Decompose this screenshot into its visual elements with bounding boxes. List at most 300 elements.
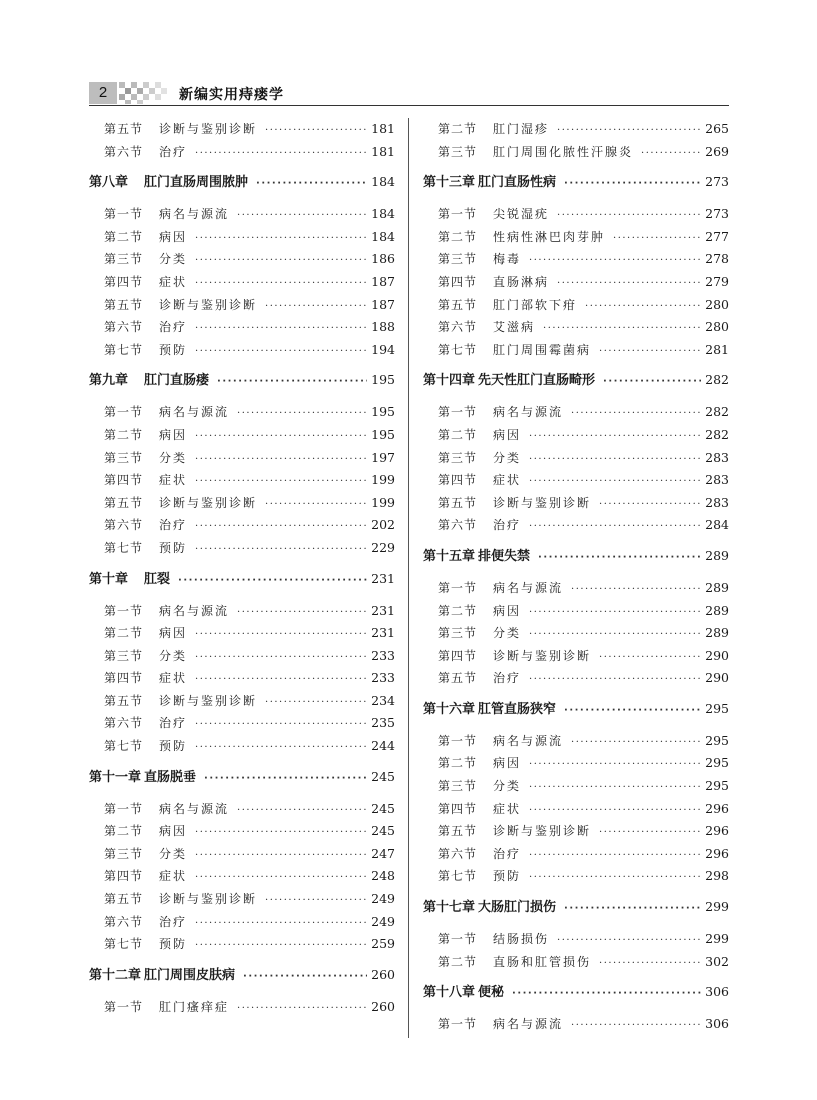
dot-leader [195, 516, 367, 539]
toc-section-entry [89, 447, 395, 470]
page-ref: 231 [371, 570, 395, 586]
chapter-title: 肛门直肠瘘 [144, 373, 210, 389]
chapter-title: 排便失禁 [478, 548, 531, 564]
toc-section-entry [89, 401, 395, 424]
toc-section-entry [423, 316, 729, 339]
chapter-number: 第十章 [89, 571, 129, 587]
page-ref: 282 [705, 404, 729, 420]
toc-chapter-entry [89, 369, 395, 391]
toc-section-entry [89, 203, 395, 226]
toc-chapter-entry [423, 171, 729, 193]
toc-chapter-entry [89, 568, 395, 590]
dot-leader [195, 913, 367, 936]
dot-leader [557, 273, 701, 296]
section-title: 症状 [159, 671, 188, 686]
section-title: 病因 [493, 427, 522, 442]
page-ref: 184 [371, 174, 395, 190]
section-number: 第五节 [438, 495, 478, 510]
section-number: 第四节 [438, 473, 478, 488]
chapter-number: 第十七章 [423, 900, 476, 916]
toc-section-entry [89, 712, 395, 735]
chapter-title: 肛门周围皮肤病 [144, 967, 236, 983]
dot-leader [243, 966, 367, 988]
toc-section-entry [423, 118, 729, 141]
page-ref: 284 [705, 517, 729, 533]
chapter-number: 第十五章 [423, 548, 476, 564]
toc-section-entry [89, 316, 395, 339]
section-number: 第七节 [438, 869, 478, 884]
dot-leader [529, 471, 701, 494]
page-ref: 188 [371, 319, 395, 335]
section-number: 第四节 [438, 801, 478, 816]
dot-leader [571, 732, 701, 755]
page-ref: 280 [705, 296, 729, 312]
section-number: 第二节 [104, 229, 144, 244]
section-title: 预防 [493, 869, 522, 884]
toc-section-entry [89, 735, 395, 758]
section-title: 性病性淋巴肉芽肿 [493, 229, 606, 244]
page-ref: 195 [371, 426, 395, 442]
page-ref: 289 [705, 579, 729, 595]
dot-leader [195, 845, 367, 868]
section-number: 第四节 [104, 473, 144, 488]
running-header [89, 82, 729, 106]
toc-section-entry [89, 911, 395, 934]
page-ref: 187 [371, 273, 395, 289]
section-number: 第六节 [104, 518, 144, 533]
chapter-number: 第十八章 [423, 985, 476, 1001]
section-number: 第二节 [104, 427, 144, 442]
section-title: 症状 [493, 473, 522, 488]
page-ref: 299 [705, 931, 729, 947]
toc-section-entry [423, 514, 729, 537]
section-title: 病名与源流 [493, 580, 564, 595]
section-number: 第三节 [438, 144, 478, 159]
page-number: 2 [89, 82, 117, 104]
toc-chapter-entry [423, 698, 729, 720]
section-number: 第一节 [104, 999, 144, 1014]
section-number: 第四节 [104, 671, 144, 686]
dot-leader [585, 296, 701, 319]
page-ref: 265 [705, 121, 729, 136]
dot-leader [265, 120, 367, 143]
section-number: 第五节 [438, 297, 478, 312]
section-title: 症状 [159, 869, 188, 884]
toc-section-entry [89, 514, 395, 537]
page-ref: 289 [705, 547, 729, 563]
page-ref: 278 [705, 251, 729, 267]
section-title: 症状 [493, 801, 522, 816]
page-ref: 283 [705, 494, 729, 510]
section-number: 第七节 [104, 342, 144, 357]
dot-leader [603, 371, 701, 393]
page-ref: 199 [371, 494, 395, 510]
section-title: 诊断与鉴别诊断 [159, 495, 258, 510]
section-number: 第六节 [104, 320, 144, 335]
section-title: 预防 [159, 342, 188, 357]
dot-leader [195, 624, 367, 647]
section-title: 病因 [159, 824, 188, 839]
section-title: 治疗 [159, 518, 188, 533]
section-title: 分类 [159, 450, 188, 465]
page-ref: 202 [371, 517, 395, 533]
toc-section-entry [89, 690, 395, 713]
page-ref: 229 [371, 539, 395, 555]
page-ref: 298 [705, 868, 729, 884]
toc-section-entry [89, 645, 395, 668]
dot-leader [529, 516, 701, 539]
section-title: 尖锐湿疣 [493, 207, 550, 222]
toc-section-entry [89, 888, 395, 911]
section-number: 第二节 [438, 427, 478, 442]
section-title: 直肠和肛管损伤 [493, 954, 592, 969]
toc-section-entry [423, 424, 729, 447]
dot-leader [571, 1015, 701, 1038]
section-title: 治疗 [159, 914, 188, 929]
dot-leader [613, 228, 701, 251]
book-title: 新编实用痔瘘学 [179, 87, 284, 103]
dot-leader [195, 714, 367, 737]
toc-section-entry [423, 1013, 729, 1036]
section-title: 分类 [493, 450, 522, 465]
dot-leader [265, 692, 367, 715]
section-title: 症状 [159, 274, 188, 289]
dot-leader [265, 296, 367, 319]
chapter-number: 第九章 [89, 373, 129, 389]
toc-section-entry [89, 226, 395, 249]
dot-leader [195, 471, 367, 494]
toc-section-entry [423, 752, 729, 775]
section-number: 第一节 [438, 1017, 478, 1032]
toc-right-column [423, 118, 729, 1036]
dot-leader [529, 867, 701, 890]
page-ref: 195 [371, 372, 395, 388]
page-ref: 296 [705, 845, 729, 861]
section-number: 第二节 [438, 954, 478, 969]
toc-section-entry [423, 775, 729, 798]
toc-section-entry [89, 118, 395, 141]
page-ref: 299 [705, 899, 729, 915]
section-title: 治疗 [493, 518, 522, 533]
toc-section-entry [423, 469, 729, 492]
section-number: 第五节 [438, 671, 478, 686]
chapter-title: 先天性肛门直肠畸形 [478, 373, 596, 389]
page-ref: 249 [371, 913, 395, 929]
section-number: 第四节 [438, 274, 478, 289]
toc-section-entry [423, 622, 729, 645]
section-title: 病名与源流 [159, 405, 230, 420]
toc-section-entry [423, 600, 729, 623]
dot-leader [557, 205, 701, 228]
section-title: 预防 [159, 739, 188, 754]
section-title: 分类 [159, 648, 188, 663]
section-title: 病因 [493, 603, 522, 618]
toc-section-entry [89, 996, 395, 1019]
section-number: 第三节 [104, 252, 144, 267]
page-ref: 306 [705, 984, 729, 1000]
toc-section-entry [89, 843, 395, 866]
chapter-title: 直肠脱垂 [144, 769, 197, 785]
page-ref: 260 [371, 966, 395, 982]
chapter-number: 第十六章 [423, 701, 476, 717]
toc-section-entry [423, 667, 729, 690]
section-number: 第三节 [438, 626, 478, 641]
toc-section-entry [423, 271, 729, 294]
dot-leader [543, 318, 701, 341]
dot-leader [195, 273, 367, 296]
page-ref: 281 [705, 341, 729, 357]
dot-leader [599, 494, 701, 517]
dot-leader [237, 998, 367, 1021]
page-ref: 249 [371, 891, 395, 907]
chapter-number: 第八章 [89, 175, 129, 191]
toc-section-entry [423, 203, 729, 226]
section-number: 第五节 [104, 297, 144, 312]
section-title: 症状 [159, 473, 188, 488]
page-ref: 259 [371, 936, 395, 952]
toc-section-entry [89, 469, 395, 492]
section-number: 第一节 [104, 207, 144, 222]
section-title: 肛门部软下疳 [493, 297, 578, 312]
toc-section-entry [423, 730, 729, 753]
page-ref: 295 [705, 755, 729, 771]
toc-section-entry [423, 951, 729, 974]
dot-leader [564, 173, 701, 195]
dot-leader [195, 935, 367, 958]
section-number: 第五节 [104, 495, 144, 510]
dot-leader [557, 120, 701, 143]
dot-leader [529, 250, 701, 273]
dot-leader [265, 890, 367, 913]
dot-leader [237, 602, 367, 625]
dot-leader [195, 737, 367, 760]
chapter-number: 第十四章 [423, 373, 476, 389]
section-number: 第四节 [104, 274, 144, 289]
section-number: 第六节 [438, 518, 478, 533]
chapter-title: 肛裂 [144, 571, 171, 587]
toc-section-entry [89, 865, 395, 888]
toc-chapter-entry [423, 369, 729, 391]
section-number: 第五节 [438, 824, 478, 839]
chapter-title: 肛门直肠周围脓肿 [144, 175, 249, 191]
page-ref: 279 [705, 273, 729, 289]
toc-chapter-entry [89, 171, 395, 193]
dot-leader [195, 539, 367, 562]
page-ref: 296 [705, 800, 729, 816]
section-title: 分类 [159, 252, 188, 267]
page-ref: 296 [705, 823, 729, 839]
section-title: 病因 [159, 427, 188, 442]
toc-section-entry [423, 339, 729, 362]
toc-chapter-entry [423, 896, 729, 918]
page-ref: 282 [705, 372, 729, 388]
section-number: 第六节 [438, 320, 478, 335]
dot-leader [195, 250, 367, 273]
dot-leader [256, 173, 367, 195]
section-number: 第七节 [104, 739, 144, 754]
page-ref: 295 [705, 700, 729, 716]
section-title: 诊断与鉴别诊断 [159, 892, 258, 907]
toc-section-entry [89, 600, 395, 623]
section-title: 治疗 [493, 846, 522, 861]
section-title: 诊断与鉴别诊断 [493, 648, 592, 663]
section-title: 艾滋病 [493, 320, 536, 335]
dot-leader [529, 449, 701, 472]
dot-leader [599, 953, 701, 976]
toc-section-entry [89, 294, 395, 317]
page-ref: 197 [371, 449, 395, 465]
toc-section-entry [89, 248, 395, 271]
toc-chapter-entry [89, 766, 395, 788]
section-title: 病名与源流 [159, 603, 230, 618]
chapter-number: 第十二章 [89, 967, 142, 983]
section-number: 第三节 [104, 846, 144, 861]
toc-section-entry [423, 447, 729, 470]
section-number: 第二节 [104, 626, 144, 641]
toc-chapter-entry [423, 545, 729, 567]
chapter-number: 第十一章 [89, 769, 142, 785]
page-ref: 235 [371, 715, 395, 731]
page-ref: 231 [371, 602, 395, 618]
toc-section-entry [423, 492, 729, 515]
section-title: 病因 [159, 626, 188, 641]
section-number: 第三节 [438, 252, 478, 267]
chapter-title: 肛管直肠狭窄 [478, 701, 557, 717]
dot-leader [529, 754, 701, 777]
toc-section-entry [89, 820, 395, 843]
section-title: 病名与源流 [493, 405, 564, 420]
toc-section-entry [423, 294, 729, 317]
page-ref: 273 [705, 206, 729, 222]
dot-leader [599, 341, 701, 364]
section-number: 第一节 [104, 603, 144, 618]
column-divider [408, 118, 409, 1038]
page-ref: 306 [705, 1016, 729, 1032]
section-title: 病名与源流 [493, 1017, 564, 1032]
toc-section-entry [89, 424, 395, 447]
section-title: 肛门瘙痒症 [159, 999, 230, 1014]
page-ref: 247 [371, 845, 395, 861]
dot-leader [237, 205, 367, 228]
page-ref: 277 [705, 228, 729, 244]
toc-section-entry [423, 928, 729, 951]
section-number: 第七节 [104, 937, 144, 952]
dot-leader [564, 700, 701, 722]
page-ref: 289 [705, 602, 729, 618]
section-title: 诊断与鉴别诊断 [159, 297, 258, 312]
section-number: 第二节 [438, 756, 478, 771]
section-number: 第四节 [104, 869, 144, 884]
toc-section-entry [423, 226, 729, 249]
page-ref: 186 [371, 251, 395, 267]
dot-leader [237, 800, 367, 823]
section-title: 梅毒 [493, 252, 522, 267]
section-title: 预防 [159, 540, 188, 555]
dot-leader [195, 318, 367, 341]
section-title: 病因 [493, 756, 522, 771]
page-ref: 233 [371, 647, 395, 663]
section-number: 第二节 [104, 824, 144, 839]
page-ref: 289 [705, 625, 729, 641]
section-number: 第五节 [104, 693, 144, 708]
toc-section-entry [423, 141, 729, 164]
section-title: 分类 [493, 779, 522, 794]
section-number: 第二节 [438, 229, 478, 244]
dot-leader [557, 930, 701, 953]
section-title: 治疗 [159, 144, 188, 159]
section-number: 第六节 [438, 846, 478, 861]
toc-chapter-entry [423, 981, 729, 1003]
dot-leader [195, 426, 367, 449]
section-title: 病名与源流 [159, 801, 230, 816]
dot-leader [195, 449, 367, 472]
section-number: 第四节 [438, 648, 478, 663]
dot-leader [217, 371, 367, 393]
dot-leader [178, 570, 367, 592]
section-title: 治疗 [159, 320, 188, 335]
section-title: 治疗 [493, 671, 522, 686]
dot-leader [641, 143, 701, 166]
chapter-number: 第十三章 [423, 175, 476, 191]
dot-leader [529, 800, 701, 823]
dot-leader [195, 822, 367, 845]
toc-section-entry [423, 843, 729, 866]
page-ref: 184 [371, 228, 395, 244]
toc-section-entry [423, 401, 729, 424]
toc-section-entry [423, 865, 729, 888]
dot-leader [529, 624, 701, 647]
dot-leader [195, 143, 367, 166]
page-ref: 302 [705, 953, 729, 969]
checker-decoration-icon [119, 82, 167, 104]
section-number: 第七节 [104, 540, 144, 555]
dot-leader [599, 822, 701, 845]
dot-leader [571, 579, 701, 602]
dot-leader [564, 898, 701, 920]
section-title: 预防 [159, 937, 188, 952]
section-number: 第六节 [104, 144, 144, 159]
dot-leader [538, 547, 701, 569]
toc-section-entry [423, 820, 729, 843]
page-ref: 290 [705, 647, 729, 663]
page-ref: 181 [371, 143, 395, 159]
toc-section-entry [89, 537, 395, 560]
dot-leader [571, 403, 701, 426]
dot-leader [195, 647, 367, 670]
dot-leader [529, 669, 701, 692]
toc-section-entry [89, 933, 395, 956]
chapter-title: 大肠肛门损伤 [478, 900, 557, 916]
section-title: 病名与源流 [159, 207, 230, 222]
dot-leader [204, 768, 367, 790]
dot-leader [599, 647, 701, 670]
section-number: 第一节 [438, 207, 478, 222]
page-ref: 248 [371, 868, 395, 884]
section-title: 分类 [493, 626, 522, 641]
header-rule [89, 105, 729, 106]
page-ref: 244 [371, 738, 395, 754]
dot-leader [195, 228, 367, 251]
section-number: 第三节 [104, 450, 144, 465]
dot-leader [529, 426, 701, 449]
dot-leader [529, 777, 701, 800]
section-number: 第一节 [438, 733, 478, 748]
section-title: 肛门周围化脓性汗腺炎 [493, 144, 634, 159]
toc-section-entry [423, 248, 729, 271]
toc-section-entry [423, 645, 729, 668]
page-ref: 245 [371, 823, 395, 839]
chapter-title: 便秘 [478, 985, 505, 1001]
